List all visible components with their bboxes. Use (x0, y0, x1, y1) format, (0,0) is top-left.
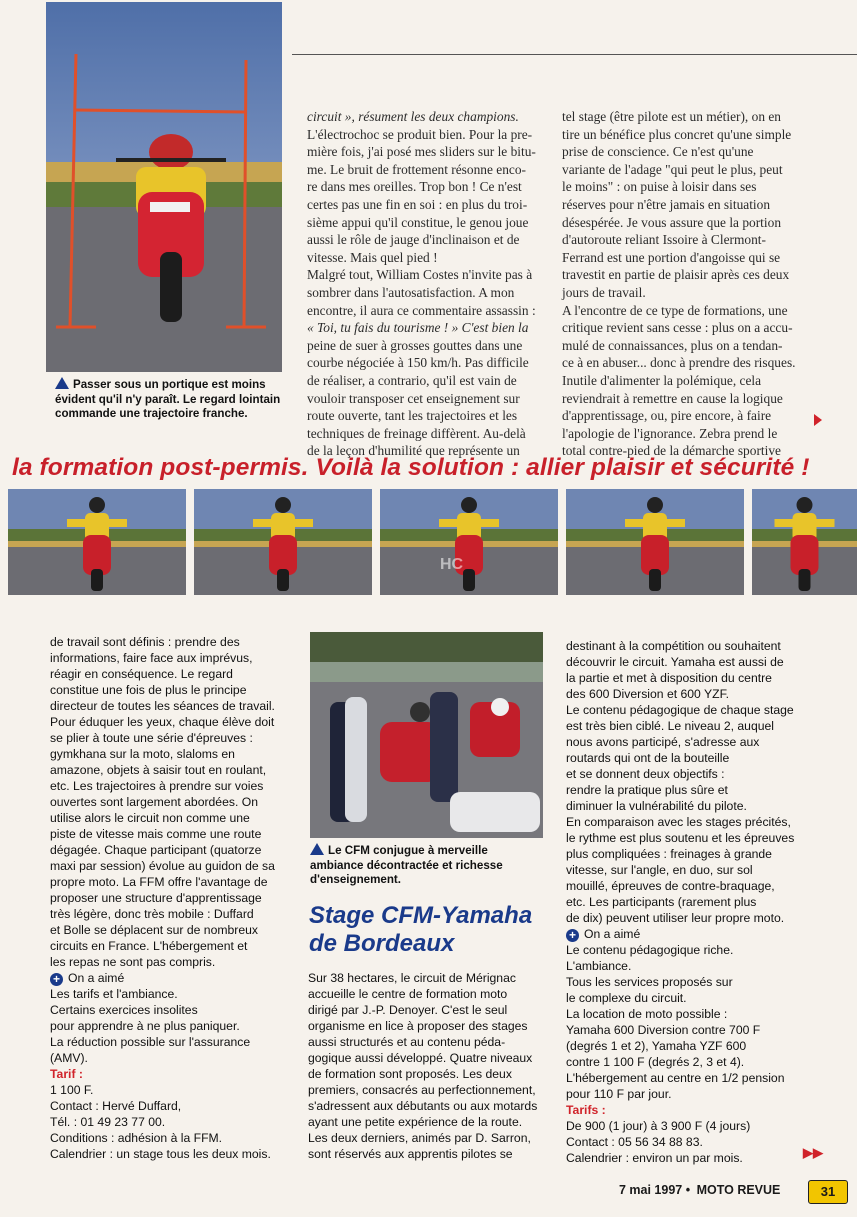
text-line: Contact : Hervé Duffard, (50, 1099, 182, 1113)
text-line: accueille le centre de formation moto (308, 987, 508, 1001)
photo-caption-group (310, 843, 550, 888)
text-line: vitesse. Mais quel pied ! (307, 249, 438, 265)
text-line: La réduction possible sur l'assurance (50, 1035, 251, 1049)
text-line: pour 110 F par jour. (566, 1087, 672, 1101)
text-line: me. Le bruit de frottement résonne enco- (307, 161, 526, 177)
text-line: réserves pour n'être jamais en situation (562, 196, 771, 212)
section-title-line: Stage CFM-Yamaha (309, 902, 533, 929)
text-line: techniques de freinage diffèrent. Au-delà (307, 425, 526, 441)
text-line: d'apprentissage, ou, pire encore, à faire (562, 408, 772, 424)
text-line: se plier à toute une série d'épreuves : (50, 731, 253, 745)
text-line: utilise alors le circuit non comme une (50, 811, 250, 825)
text-line: est très bien ciblé. Le niveau 2, auquel (566, 719, 775, 733)
text-line: (AMV). (50, 1051, 88, 1065)
text-line: destinant à la compétition ou souhaitent (566, 639, 781, 653)
text-line: rendre la pratique plus sûre et (566, 783, 728, 797)
text-line: découvrir le circuit. Yamaha est aussi de (566, 655, 784, 669)
text-line: pour apprendre à ne plus paniquer. (50, 1019, 240, 1033)
text-line: réagir en conséquence. Le regard (50, 667, 233, 681)
text-line: le complexe du circuit. (566, 991, 687, 1005)
caption-line: ambiance décontractée et richesse (310, 858, 503, 872)
page-number: 31 (820, 1184, 836, 1199)
caption-line: commande une trajectoire franche. (55, 407, 248, 420)
text-line: de dix) peuvent utiliser leur propre moto. (566, 911, 785, 925)
text-line: route ouverte, tant les trajectoires et les (307, 408, 518, 424)
text-line: Malgré tout, William Costes n'invite pas à (307, 267, 533, 283)
text-line: peine de suer à grosses gouttes dans une (307, 337, 523, 353)
text-line: et Bolle se déplacent sur de nombreux (50, 923, 258, 937)
text-line: la partie et met à disposition du centre (566, 671, 772, 685)
strip-photo (8, 489, 186, 595)
strip-photo (566, 489, 744, 595)
text-line: Les tarifs et l'ambiance. (50, 987, 178, 1001)
continue-arrow-icon (814, 414, 822, 426)
text-line: mouillé, épreuves de contre-braquage, (566, 879, 775, 893)
text-line: les repas ne sont pas compris. (50, 955, 216, 969)
text-line: Le contenu pédagogique riche. (566, 943, 734, 957)
text-line: sont réservés aux apprentis pilotes se (308, 1147, 513, 1161)
issue-date: 7 mai 1997 • (619, 1183, 691, 1197)
text-line: directeur de toutes les séances de travail. (50, 699, 275, 713)
text-line: Le contenu pédagogique de chaque stage (566, 703, 794, 717)
aime-label: On a aimé (68, 971, 125, 985)
portique-moto-photo (46, 2, 282, 372)
article-column-2-bottom (308, 970, 553, 1162)
text-line: travestit en partie de plaisir après ces deux (562, 267, 790, 283)
text-line: De 900 (1 jour) à 3 900 F (4 jours) (566, 1119, 751, 1133)
banner-headline: la formation post-permis. Voilà la solution : allier plaisir et sécurité ! (12, 454, 810, 481)
text-line: de travail sont définis : prendre des (50, 635, 240, 649)
text-line: Tous les services proposés sur (566, 975, 733, 989)
text-line: Inutile d'alimenter la polémique, cela (562, 372, 762, 388)
strip-photo (380, 489, 558, 595)
text-line: re dans mes oreilles. Trop bon ! Ce n'est (307, 179, 522, 195)
text-line: ouvertes sont largement abordées. On (50, 795, 258, 809)
text-line: routards qui ont de la bouteille (566, 751, 730, 765)
aime-label: On a aimé (584, 927, 641, 941)
text-line: L'hébergement au centre en 1/2 pension (566, 1071, 785, 1085)
aime-heading (50, 970, 295, 986)
caption-line: évident qu'il n'y paraît. Le regard lointain (55, 392, 281, 406)
text-line: reviendrait à remettre en cause la logique (562, 390, 783, 406)
text-line: vitesse, sur l'angle, en duo, sur sol (566, 863, 753, 877)
text-line: « Toi, tu fais du tourisme ! » C'est bien la (307, 320, 529, 336)
text-line: de formation sont proposés. Les deux (308, 1067, 512, 1081)
text-line: prise de conscience. Ce n'est qu'une (562, 144, 754, 160)
text-line: sième appui qu'il constitue, le genou joue (307, 214, 529, 230)
text-line: certes pas une fin en soi : en plus du troi- (307, 196, 528, 212)
text-line: tel stage (être pilote est un métier), on en (562, 109, 782, 124)
text-line: Sur 38 hectares, le circuit de Mérignac (308, 971, 516, 985)
text-line: Ferrand est une portion d'angoisse qui se (562, 249, 781, 265)
text-line: amazone, objets à saisir tout en roulant, (50, 763, 267, 777)
text-line: critique revient sans cesse : plus on a accu- (562, 320, 793, 336)
text-line: aussi le rôle de jauge d'inclinaison et de (307, 232, 520, 248)
page-number-badge (808, 1180, 848, 1204)
section-title-line: de Bordeaux (309, 930, 455, 957)
text-line: d'autoroute reliant Issoire à Clermont- (562, 232, 766, 248)
magazine-name: MOTO REVUE (696, 1183, 781, 1197)
text-line: le rythme est plus soutenu et les épreuves (566, 831, 795, 845)
text-line: informations, faire face aux imprévus, (50, 651, 253, 665)
end-arrows-icon: ▶▶ (803, 1145, 823, 1160)
article-column-2-top (307, 108, 553, 460)
text-line: sombrer dans l'autosatisfaction. A mon (307, 284, 515, 300)
strip-photo (194, 489, 372, 595)
text-line: mulé de connaissances, plus on a tendan- (562, 337, 783, 353)
article-column-1-bottom (50, 634, 295, 1162)
text-line: propre moto. La FFM offre l'avantage de (50, 875, 268, 889)
text-line: encontre, il aura ce commentaire assassin : (307, 302, 536, 318)
text-line: gymkhana sur la moto, slaloms en (50, 747, 235, 761)
text-line: le moins" : on puise à loisir dans ses (562, 179, 757, 195)
plus-icon: + (50, 973, 63, 986)
triangle-icon (310, 843, 324, 855)
text-line: En comparaison avec les stages précités, (566, 815, 791, 829)
text-line: etc. Les trajectoires à prendre sur voies (50, 779, 264, 793)
text-line: Calendrier : un stage tous les deux mois. (50, 1147, 271, 1161)
text-line: nous avons participé, s'adresse aux (566, 735, 760, 749)
cfm-group-photo (310, 632, 543, 838)
text-line: tire un bénéfice plus concret qu'une simple (562, 126, 792, 142)
article-column-3-bottom (566, 638, 814, 1166)
plus-icon: + (566, 929, 579, 942)
text-line: etc. Les participants (rarement plus (566, 895, 757, 909)
text-line: ayant une petite expérience de la route. (308, 1115, 523, 1129)
text-line: désespérée. Je vous assure que la portion (562, 214, 782, 230)
text-line: vouloir transposer cet enseignement sur (307, 390, 520, 406)
aime-heading (566, 926, 814, 942)
text-line: plus compliquées : freinages à grande (566, 847, 772, 861)
strip-photo (752, 489, 857, 595)
text-line: s'adressent aux débutants ou aux motards (308, 1099, 538, 1113)
text-line: (degrés 1 et 2), Yamaha YZF 600 (566, 1039, 747, 1053)
text-line: courbe négociée à 150 km/h. Pas difficile (307, 355, 529, 371)
text-line: La location de moto possible : (566, 1007, 728, 1021)
watermark: HC (440, 556, 464, 573)
text-line: Les deux derniers, animés par D. Sarron, (308, 1131, 531, 1145)
text-line: ce à en abuser... donc à prendre des risques. (562, 355, 796, 371)
text-line: proposer une structure d'apprentissage (50, 891, 262, 905)
text-line: L'ambiance. (566, 959, 632, 973)
text-line: dirigé par J.-P. Denoyer. C'est le seul (308, 1003, 508, 1017)
text-line: Contact : 05 56 34 88 83. (566, 1135, 703, 1149)
text-line: Yamaha 600 Diversion contre 700 F (566, 1023, 761, 1037)
article-column-3-top (562, 108, 807, 460)
text-line: de réaliser, a contrario, qu'il est vain de (307, 372, 517, 388)
section-title (309, 902, 559, 958)
text-line: diminuer la vulnérabilité du pilote. (566, 799, 747, 813)
triangle-icon (55, 377, 69, 389)
text-line: dégagée. Chaque participant (quatorze (50, 843, 262, 857)
text-line: constitue une fois de plus le principe (50, 683, 247, 697)
text-line: premiers, consacrés au perfectionnement, (308, 1083, 536, 1097)
text-line: maxi par session) évolue au guidon de sa (50, 859, 275, 873)
text-line: Pour éduquer les yeux, chaque élève doit (50, 715, 275, 729)
tarif-label: Tarifs : (566, 1103, 606, 1117)
text-line: 1 100 F. (50, 1083, 94, 1097)
text-line: circuit », résument les deux champions. (307, 109, 519, 124)
text-line: de la leçon d'humilité que représente un (307, 443, 520, 459)
text-line: très légère, donc très mobile : Duffard (50, 907, 254, 921)
caption-line: d'enseignement. (310, 873, 402, 886)
text-line: contre 1 100 F (degrés 2, 3 et 4). (566, 1055, 745, 1069)
caption-line: Passer sous un portique est moins (73, 378, 266, 391)
text-line: Tél. : 01 49 23 77 00. (50, 1115, 166, 1129)
text-line: organisme en lice à proposer des stages (308, 1019, 528, 1033)
tarif-label: Tarif : (50, 1067, 83, 1081)
text-line: l'apologie de l'ignorance. Zebra prend le (562, 425, 778, 441)
caption-line: Le CFM conjugue à merveille (328, 844, 488, 857)
text-line: circuits en France. L'hébergement et (50, 939, 248, 953)
text-line: Conditions : adhésion à la FFM. (50, 1131, 223, 1145)
text-line: et se donnent deux objectifs : (566, 767, 725, 781)
page-footer (619, 1183, 780, 1197)
text-line: gogique aussi développé. Quatre niveaux (308, 1051, 533, 1065)
text-line: Certains exercices insolites (50, 1003, 198, 1017)
text-line: L'électrochoc se produit bien. Pour la pre- (307, 126, 533, 142)
photo-caption-top (55, 377, 285, 422)
text-line: total contre-pied de la démarche sportive (562, 443, 781, 459)
text-line: aussi structurés et au contenu péda- (308, 1035, 506, 1049)
text-line: piste de vitesse mais comme une route (50, 827, 262, 841)
text-line: mière fois, j'ai posé mes sliders sur le bitu- (307, 144, 536, 160)
text-line: variante de l'adage "qui peut le plus, peut (562, 161, 783, 177)
top-rule (292, 54, 857, 55)
text-line: des 600 Diversion et 600 YZF. (566, 687, 730, 701)
text-line: Calendrier : environ un par mois. (566, 1151, 743, 1165)
text-line: A l'encontre de ce type de formations, une (562, 302, 788, 318)
text-line: jours de travail. (562, 284, 646, 300)
